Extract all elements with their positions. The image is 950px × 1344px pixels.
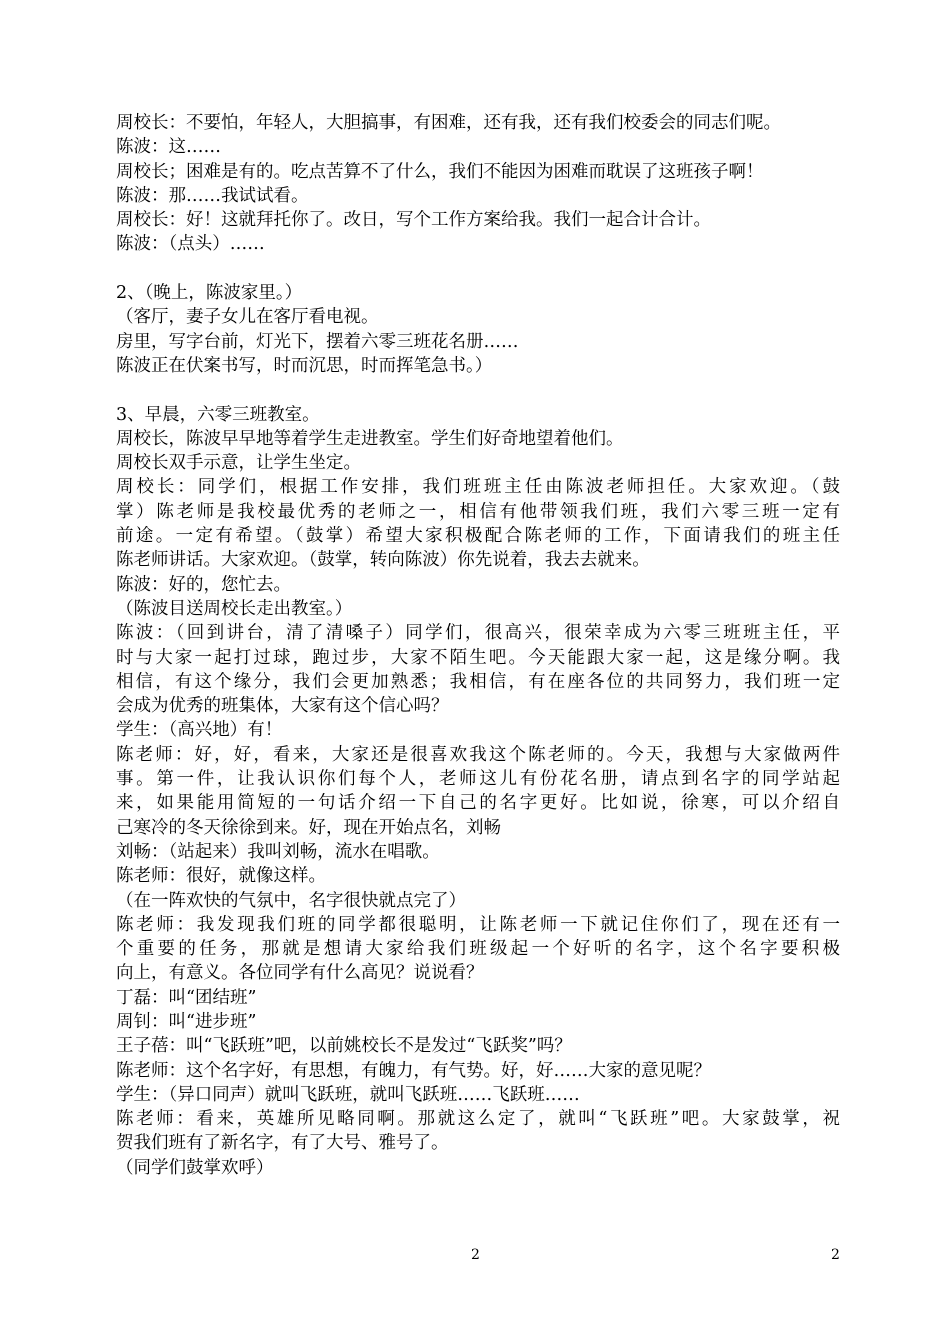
text-line: 陈老师：我发现我们班的同学都很聪明，让陈老师一下就记住你们了，现在还有一 <box>116 914 840 935</box>
blank-line <box>116 378 840 402</box>
page-number-right: 2 <box>831 1247 840 1263</box>
page-number: 2 <box>471 1247 480 1263</box>
text-line: 刘畅：（站起来）我叫刘畅，流水在唱歌。 <box>116 841 440 862</box>
text-line: 房里，写字台前，灯光下，摆着六零三班花名册…… <box>116 331 519 352</box>
text-line: 周钊：叫“进步班” <box>116 1011 257 1032</box>
text-line: 陈波：（回到讲台，清了清嗓子）同学们，很高兴，很荣幸成为六零三班班主任，平 <box>116 623 840 644</box>
text-line: 丁磊：叫“团结班” <box>116 987 257 1008</box>
text-line: 周校长：同学们，根据工作安排，我们班班主任由陈波老师担任。大家欢迎。（鼓 <box>116 477 840 498</box>
text-line: 陈老师：好，好，看来，大家还是很喜欢我这个陈老师的。今天，我想与大家做两件 <box>116 744 840 765</box>
section-heading: 3、早晨，六零三班教室。 <box>116 404 320 425</box>
text-line: 周校长：不要怕，年轻人，大胆搞事，有困难，还有我，还有我们校委会的同志们呢。 <box>116 113 781 133</box>
text-line: 周校长，陈波早早地等着学生走进教室。学生们好奇地望着他们。 <box>116 428 624 449</box>
text-line: 周校长；困难是有的。吃点苦算不了什么，我们不能因为困难而耽误了这班孩子啊！ <box>116 161 764 182</box>
text-line: 贺我们班有了新名字，有了大号、雅号了。 <box>116 1133 449 1154</box>
text-line: 陈波：那……我试试看。 <box>116 185 309 206</box>
text-line: 周校长：好！这就拜托你了。改日，写个工作方案给我。我们一起合计合计。 <box>116 210 711 231</box>
text-line: 陈老师：很好，就像这样。 <box>116 866 326 887</box>
text-line: （陈波目送周校长走出教室。） <box>116 598 353 619</box>
text-line: （客厅，妻子女儿在客厅看电视。 <box>116 307 379 328</box>
text-line: 周校长双手示意，让学生坐定。 <box>116 453 361 474</box>
text-line: 相信，有这个缘分，我们会更加熟悉；我相信，有在座各位的共同努力，我们班一定 <box>116 671 840 692</box>
text-line: （在一阵欢快的气氛中，名字很快就点完了） <box>116 890 466 911</box>
text-line: 学生：（高兴地）有！ <box>116 720 283 741</box>
text-line: 时与大家一起打过球，跑过步，大家不陌生吧。今天能跟大家一起，这是缘分啊。我 <box>116 647 840 668</box>
text-line: 陈老师讲话。大家欢迎。（鼓掌，转向陈波）你先说着，我去去就来。 <box>116 550 650 571</box>
text-line: 向上，有意义。各位同学有什么高见？说说看？ <box>116 963 484 984</box>
text-line: 陈波正在伏案书写，时而沉思，时而挥笔急书。） <box>116 355 493 376</box>
text-line: 陈波：（点头）…… <box>116 234 265 255</box>
text-line: 掌）陈老师是我校最优秀的老师之一，相信有他带领我们班，我们六零三班一定有 <box>116 501 840 522</box>
text-line: 前途。一定有希望。（鼓掌）希望大家积极配合陈老师的工作，下面请我们的班主任 <box>116 526 840 547</box>
text-line: 陈老师：这个名字好，有思想，有魄力，有气势。好，好……大家的意见呢？ <box>116 1060 711 1081</box>
body-text <box>116 111 840 1180</box>
blank-line <box>116 257 840 281</box>
text-line: 会成为优秀的班集体，大家有这个信心吗？ <box>116 696 449 717</box>
text-line: （同学们鼓掌欢呼） <box>116 1157 274 1178</box>
text-line: 己寒冷的冬天徐徐到来。好，现在开始点名，刘畅 <box>116 817 501 838</box>
section-heading: 2、（晚上，陈波家里。） <box>116 283 303 304</box>
text-line: 来，如果能用简短的一句话介绍一下自己的名字更好。比如说，徐寒，可以介绍自 <box>116 793 840 814</box>
text-line: 陈波：这…… <box>116 137 221 158</box>
text-line: 陈老师：看来，英雄所见略同啊。那就这么定了，就叫“飞跃班”吧。大家鼓掌，祝 <box>116 1109 840 1130</box>
text-line: 陈波：好的，您忙去。 <box>116 574 291 595</box>
text-line: 事。第一件，让我认识你们每个人，老师这儿有份花名册，请点到名字的同学站起 <box>116 769 840 790</box>
text-line: 个重要的任务，那就是想请大家给我们班级起一个好听的名字，这个名字要积极 <box>116 939 840 960</box>
text-line: 学生：（异口同声）就叫飞跃班，就叫飞跃班……飞跃班…… <box>116 1084 580 1105</box>
text-line: 王子蓓：叫“飞跃班”吧，以前姚校长不是发过“飞跃奖”吗？ <box>116 1036 572 1057</box>
